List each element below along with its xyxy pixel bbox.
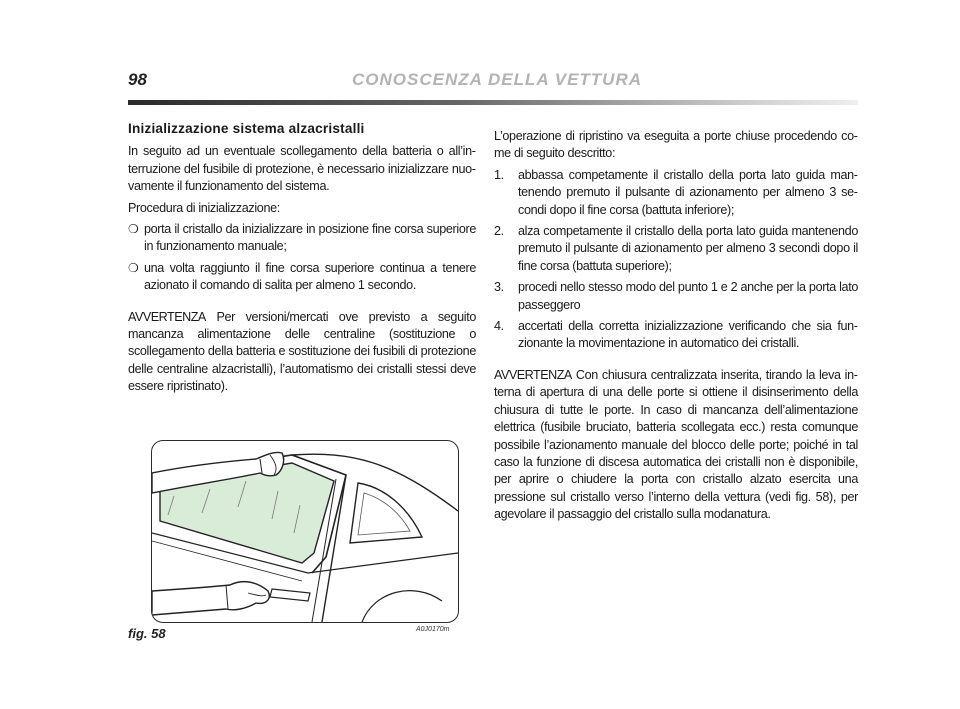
figure-code: A0J0170m: [416, 626, 450, 633]
step-number: 4.: [494, 319, 504, 334]
figure-caption: fig. 58: [128, 626, 166, 641]
procedure-list: [128, 221, 476, 295]
list-item: [128, 221, 476, 256]
step-text: alza competamente il cristallo della porta lato guida mantenendo premuto il pulsante di azionamento per almeno 3 secondi dopo il fine corsa (battuta superiore);: [518, 224, 858, 273]
warning-paragraph: [128, 309, 476, 396]
warning-label: AVVERTENZA: [494, 367, 572, 382]
step-number: 1.: [494, 167, 504, 182]
wheel-arch: [362, 591, 442, 622]
list-item: [128, 260, 476, 295]
step-number: 2.: [494, 224, 504, 239]
left-column: [128, 120, 476, 400]
list-item: [494, 167, 858, 219]
page-number: 98: [128, 70, 147, 89]
list-item-text: porta il cristallo da inizializzare in posizione fine corsa superiore in funzionamento manuale;: [144, 222, 476, 254]
warning-label: AVVERTENZA: [128, 309, 206, 324]
list-item: [494, 223, 858, 275]
list-item: [494, 279, 858, 314]
step-number: 3.: [494, 280, 504, 295]
steps-list: [494, 167, 858, 353]
lower-hand: [152, 582, 269, 615]
door-handle: [270, 589, 310, 601]
step-text: accertati della corretta inizializzazione verificando che sia funzionante la movimentazione in automatico dei cristalli.: [518, 319, 858, 351]
right-column: [494, 128, 858, 528]
warning-text: Per versioni/mercati ove previsto a seguito mancanza alimentazione delle centraline (sostituzione o scollegamento della batteria e sostituzione dei fusibili di protezione delle centraline alzacristalli), l’automatismo dei cristalli stessi deve essere ripristinato).: [128, 309, 476, 394]
intro-paragraph: In seguito ad un eventuale scollegamento della batteria o all’interruzione del fusibile di protezione, è necessario inizializzare nuovamente il funzionamento del sistema.: [128, 144, 476, 194]
circle-bullet-icon: ❍: [128, 260, 139, 275]
figure-illustration: [151, 440, 459, 623]
section-title: Inizializzazione sistema alzacristalli: [128, 121, 365, 136]
car-door-window-illustration: [152, 441, 458, 622]
step-text: abbassa competamente il cristallo della porta lato guida mantenendo premuto il pulsante di azionamento per almeno 3 secondi dopo il fine corsa (battuta inferiore);: [518, 167, 858, 217]
list-item: [494, 318, 858, 353]
header-rule: [128, 100, 858, 105]
circle-bullet-icon: ❍: [128, 222, 139, 237]
intro-paragraph: L’operazione di ripristino va eseguita a porte chiuse procedendo come di seguito descritto:: [494, 129, 858, 161]
running-title: CONOSCENZA DELLA VETTURA: [352, 70, 643, 89]
procedure-label: Procedura di inizializzazione:: [128, 200, 280, 215]
warning-text: Con chiusura centralizzata inserita, tirando la leva interna di apertura di una delle porte si ottiene il disinserimento della chiusura di tutte le porte. In caso di mancanza dell’alimentazione elettrica (fusibile bruciato, batteria scollegata ecc.) resta comunque possibile l’azionamento manuale del blocco delle porte; poiché in tal caso la funzione di discesa automatica dei cristalli non è disponibile, per aprire o chiudere la porta con cristallo alzato esercita una pressione sul cristallo verso l’interno della vettura (vedi fig. 58), per agevolare il passaggio del cristallo sulla modanatura.: [494, 367, 858, 522]
warning-paragraph: [494, 367, 858, 524]
list-item-text: una volta raggiunto il fine corsa superiore continua a tenere azionato il comando di salita per almeno 1 secondo.: [144, 260, 476, 293]
step-text: procedi nello stesso modo del punto 1 e 2 anche per la porta lato passeggero: [518, 280, 858, 312]
